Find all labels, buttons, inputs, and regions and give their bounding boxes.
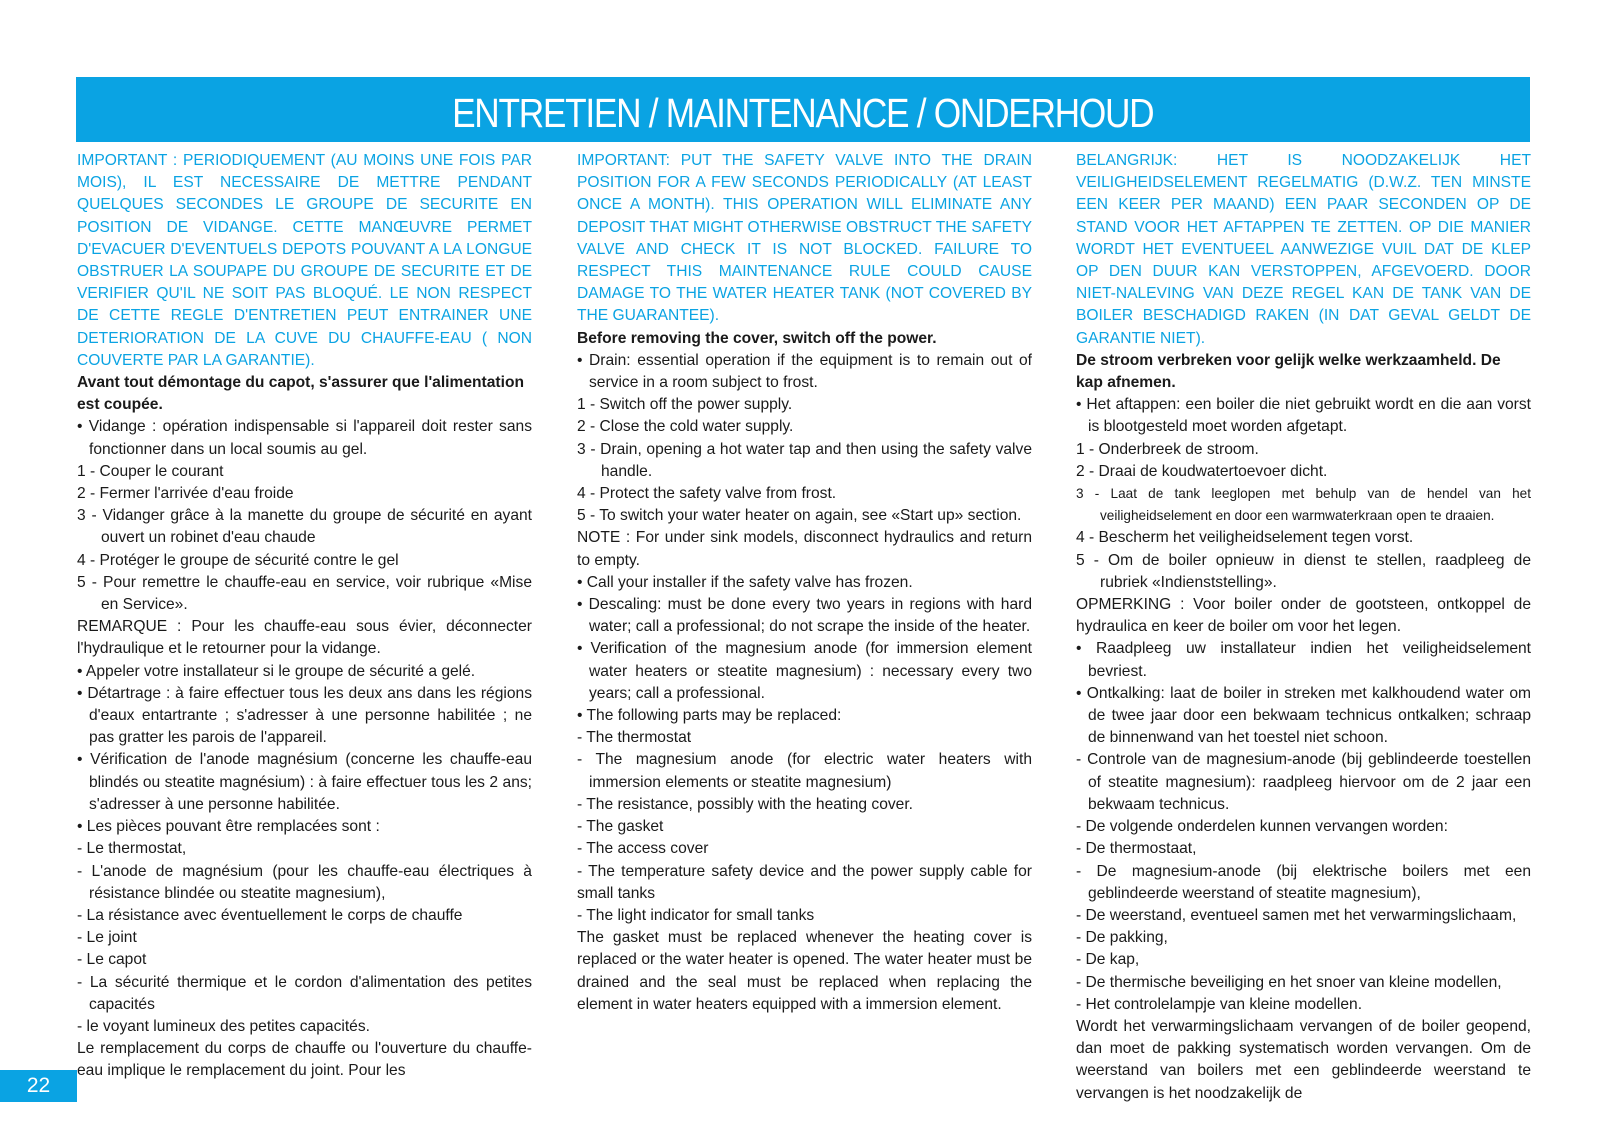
- list-item: - De pakking,: [1076, 929, 1168, 947]
- header-banner: [76, 77, 1530, 142]
- power-warning: Before removing the cover, switch off the power.: [577, 329, 937, 347]
- list-item: 3 - Vidanger grâce à la manette du groupe de sécurité en ayant ouvert un robinet d'eau chaude: [77, 507, 532, 547]
- list-item: - Le thermostat,: [77, 840, 187, 858]
- column-english: [577, 150, 1032, 1016]
- list-item: 2 - Close the cold water supply.: [577, 418, 794, 436]
- list-item: 5 - Pour remettre le chauffe-eau en service, voir rubrique «Mise en Service».: [77, 573, 532, 614]
- list-item: - The resistance, possibly with the heating cover.: [577, 795, 914, 813]
- column-french: [77, 150, 532, 1083]
- list-item: - De thermische beveiliging en het snoer van kleine modellen,: [1076, 973, 1502, 991]
- instruction-list: [1076, 394, 1531, 1105]
- list-item: - De thermostaat,: [1076, 840, 1197, 858]
- list-item: 3 - Laat de tank leeglopen met behulp van de hendel van het veiligheidselement en door een warmwaterkraan open te draaien.: [1076, 486, 1531, 524]
- list-item: NOTE : For under sink models, disconnect hydraulics and return to empty.: [577, 529, 1032, 569]
- list-item: - The magnesium anode (for electric water heaters with immersion elements or steatite magnesium): [577, 751, 1032, 791]
- list-item: - Controle van de magnesium-anode (bij geblindeerde toestellen of steatite magnesium): raadpleeg hiervoor om de 2 jaar een bekwaam technicus.: [1076, 751, 1531, 813]
- list-item: - le voyant lumineux des petites capacités.: [77, 1017, 370, 1035]
- list-item: - De volgende onderdelen kunnen vervangen worden:: [1076, 818, 1448, 836]
- list-item: - The gasket: [577, 818, 664, 836]
- list-item: - The light indicator for small tanks: [577, 906, 815, 924]
- list-item: OPMERKING : Voor boiler onder de gootsteen, ontkoppel de hydraulica en keer de boiler om voor het legen.: [1076, 596, 1531, 636]
- list-item: • Call your installer if the safety valve has frozen.: [577, 573, 913, 591]
- list-item: Le remplacement du corps de chauffe ou l'ouverture du chauffe-eau implique le remplacement du joint. Pour les: [77, 1040, 532, 1080]
- important-notice: IMPORTANT: PUT THE SAFETY VALVE INTO THE DRAIN POSITION FOR A FEW SECONDS PERIODICALLY (AT LEAST ONCE A MONTH). THIS OPERATION WILL ELIMINATE ANY DEPOSIT THAT MIGHT OTHERWISE OBSTRUCT THE SAFETY VALVE AND CHECK IT IS NOT BLOCKED. FAILURE TO RESPECT THIS MAINTENANCE RULE COULD CAUSE DAMAGE TO THE WATER HEATER TANK (NOT COVERED BY THE GUARANTEE).: [577, 152, 1032, 325]
- list-item: - The thermostat: [577, 729, 692, 747]
- list-item: 2 - Fermer l'arrivée d'eau froide: [77, 485, 294, 503]
- list-item: • Raadpleeg uw installateur indien het veiligheidselement bevriest.: [1076, 640, 1531, 680]
- list-item: The gasket must be replaced whenever the heating cover is replaced or the water heater is opened. The water heater must be drained and the seal must be replaced when replacing the element in water heaters equipped with a immersion element.: [577, 929, 1032, 1013]
- list-item: 1 - Couper le courant: [77, 462, 224, 480]
- list-item: • Les pièces pouvant être remplacées sont :: [77, 818, 380, 836]
- list-item: • Appeler votre installateur si le groupe de sécurité a gelé.: [77, 662, 476, 680]
- important-notice: IMPORTANT : PERIODIQUEMENT (AU MOINS UNE FOIS PAR MOIS), IL EST NECESSAIRE DE METTRE PENDANT QUELQUES SECONDES LE GROUPE DE SECURITE EN POSITION DE VIDANGE. CETTE MANŒUVRE PERMET D'EVACUER D'EVENTUELS DEPOTS POUVANT A LA LONGUE OBSTRUER LA SOUPAPE DU GROUPE DE SECURITE ET DE VERIFIER QU'IL NE SOIT PAS BLOQUÉ. LE NON RESPECT DE CETTE REGLE D'ENTRETIEN PEUT ENTRAINER UNE DETERIORATION DE LA CUVE DU CHAUFFE-EAU ( NON COUVERTE PAR LA GARANTIE).: [77, 152, 532, 369]
- power-warning: Avant tout démontage du capot, s'assurer que l'alimentation est coupée.: [77, 374, 524, 414]
- list-item: - Le capot: [77, 951, 147, 969]
- instruction-list: [577, 350, 1032, 1016]
- column-dutch: [1076, 150, 1531, 1105]
- list-item: REMARQUE : Pour les chauffe-eau sous évier, déconnecter l'hydraulique et le retourner pour la vidange.: [77, 618, 532, 658]
- list-item: - De kap,: [1076, 951, 1140, 969]
- list-item: • Verification of the magnesium anode (for immersion element water heaters or steatite magnesium) : necessary every two years; call a professional.: [577, 640, 1032, 702]
- list-item: - L'anode de magnésium (pour les chauffe-eau électriques à résistance blindée ou steatite magnesium),: [77, 862, 532, 902]
- list-item: 5 - Om de boiler opnieuw in dienst te stellen, raadpleeg de rubriek «Indienststelling».: [1076, 551, 1531, 591]
- list-item: 1 - Switch off the power supply.: [577, 396, 793, 414]
- list-item: • Vérification de l'anode magnésium (concerne les chauffe-eau blindés ou steatite magnésium) : à faire effectuer tous les 2 ans; s'adresser à une personne habilitée.: [77, 751, 532, 813]
- list-item: • Descaling: must be done every two years in regions with hard water; call a professional; do not scrape the inside of the heater.: [577, 596, 1032, 636]
- list-item: 4 - Protect the safety valve from frost.: [577, 485, 837, 503]
- instruction-list: [77, 416, 532, 1082]
- list-item: - La sécurité thermique et le cordon d'alimentation des petites capacités: [77, 973, 532, 1013]
- list-item: 4 - Protéger le groupe de sécurité contre le gel: [77, 551, 399, 569]
- page-number: 22: [0, 1070, 77, 1102]
- page-title: ENTRETIEN / MAINTENANCE / ONDERHOUD: [452, 90, 1154, 136]
- list-item: • Drain: essential operation if the equipment is to remain out of service in a room subject to frost.: [577, 351, 1032, 392]
- list-item: • Vidange : opération indispensable si l'appareil doit rester sans fonctionner dans un local soumis au gel.: [77, 418, 532, 458]
- list-item: • Ontkalking: laat de boiler in streken met kalkhoudend water om de twee jaar door een bekwaam technicus ontkalken; schraap de binnenwand van het toestel niet schoon.: [1076, 684, 1531, 747]
- list-item: 1 - Onderbreek de stroom.: [1076, 440, 1259, 458]
- list-item: 3 - Drain, opening a hot water tap and then using the safety valve handle.: [577, 440, 1032, 480]
- list-item: 4 - Bescherm het veiligheidselement tegen vorst.: [1076, 529, 1414, 547]
- list-item: - Het controlelampje van kleine modellen.: [1076, 995, 1363, 1013]
- list-item: • The following parts may be replaced:: [577, 707, 842, 725]
- list-item: • Het aftappen: een boiler die niet gebruikt wordt en die aan vorst is blootgesteld moet worden afgetapt.: [1076, 396, 1531, 436]
- list-item: - The temperature safety device and the power supply cable for small tanks: [577, 862, 1032, 902]
- power-warning: De stroom verbreken voor gelijk welke werkzaamheld. De kap afnemen.: [1076, 351, 1501, 392]
- list-item: - La résistance avec éventuellement le corps de chauffe: [77, 906, 463, 924]
- important-notice: BELANGRIJK: HET IS NOODZAKELIJK HET VEILIGHEIDSELEMENT REGELMATIG (D.W.Z. TEN MINSTE EEN KEER PER MAAND) EEN PAAR SECONDEN OP DE STAND VOOR HET AFTAPPEN TE ZETTEN. OP DIE MANIER WORDT HET EVENTUEEL AANWEZIGE VUIL DAT DE KLEP OP DEN DUUR KAN VERSTOPPEN, AFGEVOERD. DOOR NIET-NALEVING VAN DEZE REGEL KAN DE TANK VAN DE BOILER BESCHADIGD RAKEN (IN DAT GEVAL GELDT DE GARANTIE NIET).: [1076, 152, 1531, 347]
- list-item: - The access cover: [577, 840, 709, 858]
- list-item: 2 - Draai de koudwatertoevoer dicht.: [1076, 462, 1328, 480]
- list-item: - Le joint: [77, 929, 137, 947]
- list-item: • Détartrage : à faire effectuer tous les deux ans dans les régions d'eaux entartrante ; s'adresser à une personne habilitée ; ne pas gratter les parois de l'appareil.: [77, 684, 532, 747]
- list-item: Wordt het verwarmingslichaam vervangen of de boiler geopend, dan moet de pakking systematisch worden vervangen. Om de weerstand van boilers met een geblindeerde weerstand te vervangen is het noodzakelijk de: [1076, 1017, 1531, 1102]
- list-item: 5 - To switch your water heater on again, see «Start up» section.: [577, 507, 1022, 525]
- list-item: - De magnesium-anode (bij elektrische boilers met een geblindeerde weerstand of steatite magnesium),: [1076, 862, 1531, 902]
- list-item: - De weerstand, eventueel samen met het verwarmingslichaam,: [1076, 906, 1517, 924]
